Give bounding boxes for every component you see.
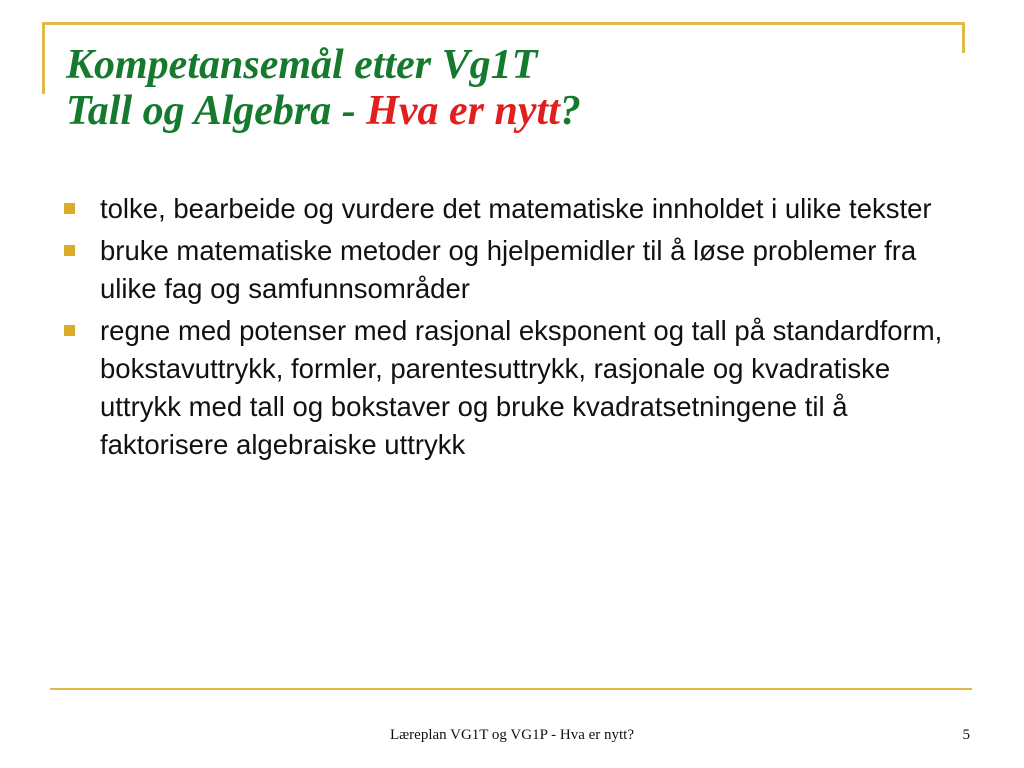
slide-title — [66, 42, 946, 134]
square-bullet-icon — [64, 325, 75, 336]
bullet-text: tolke, bearbeide og vurdere det matematiske innholdet i ulike tekster — [100, 193, 932, 224]
footer-rule — [50, 688, 972, 690]
bullet-item — [60, 232, 970, 308]
title-line-1: Kompetansemål etter Vg1T — [66, 42, 538, 88]
frame-left-rule — [42, 22, 45, 94]
footer-text: Læreplan VG1T og VG1P - Hva er nytt? — [390, 727, 634, 743]
bullet-text: bruke matematiske metoder og hjelpemidler til å løse problemer fra ulike fag og samfunnsområder — [100, 235, 917, 304]
bullet-item — [60, 312, 970, 464]
frame-right-rule — [962, 22, 965, 53]
title-line-2-suffix: ? — [559, 88, 581, 134]
square-bullet-icon — [64, 245, 75, 256]
bullet-list — [60, 190, 970, 468]
square-bullet-icon — [64, 203, 75, 214]
frame-top-rule — [42, 22, 964, 25]
bullet-text: regne med potenser med rasjonal eksponent og tall på standardform, bokstavuttrykk, formler, parentesuttrykk, rasjonale og kvadratiske uttrykk med tall og bokstaver og bruke kvadratsetningene til å faktorisere algebraiske uttrykk — [100, 315, 943, 460]
bullet-item — [60, 190, 970, 228]
title-highlight: Hva er nytt — [366, 88, 560, 134]
title-line-2 — [66, 88, 946, 134]
page-number: 5 — [962, 727, 970, 743]
title-line-2-prefix: Tall og Algebra - — [66, 88, 367, 134]
